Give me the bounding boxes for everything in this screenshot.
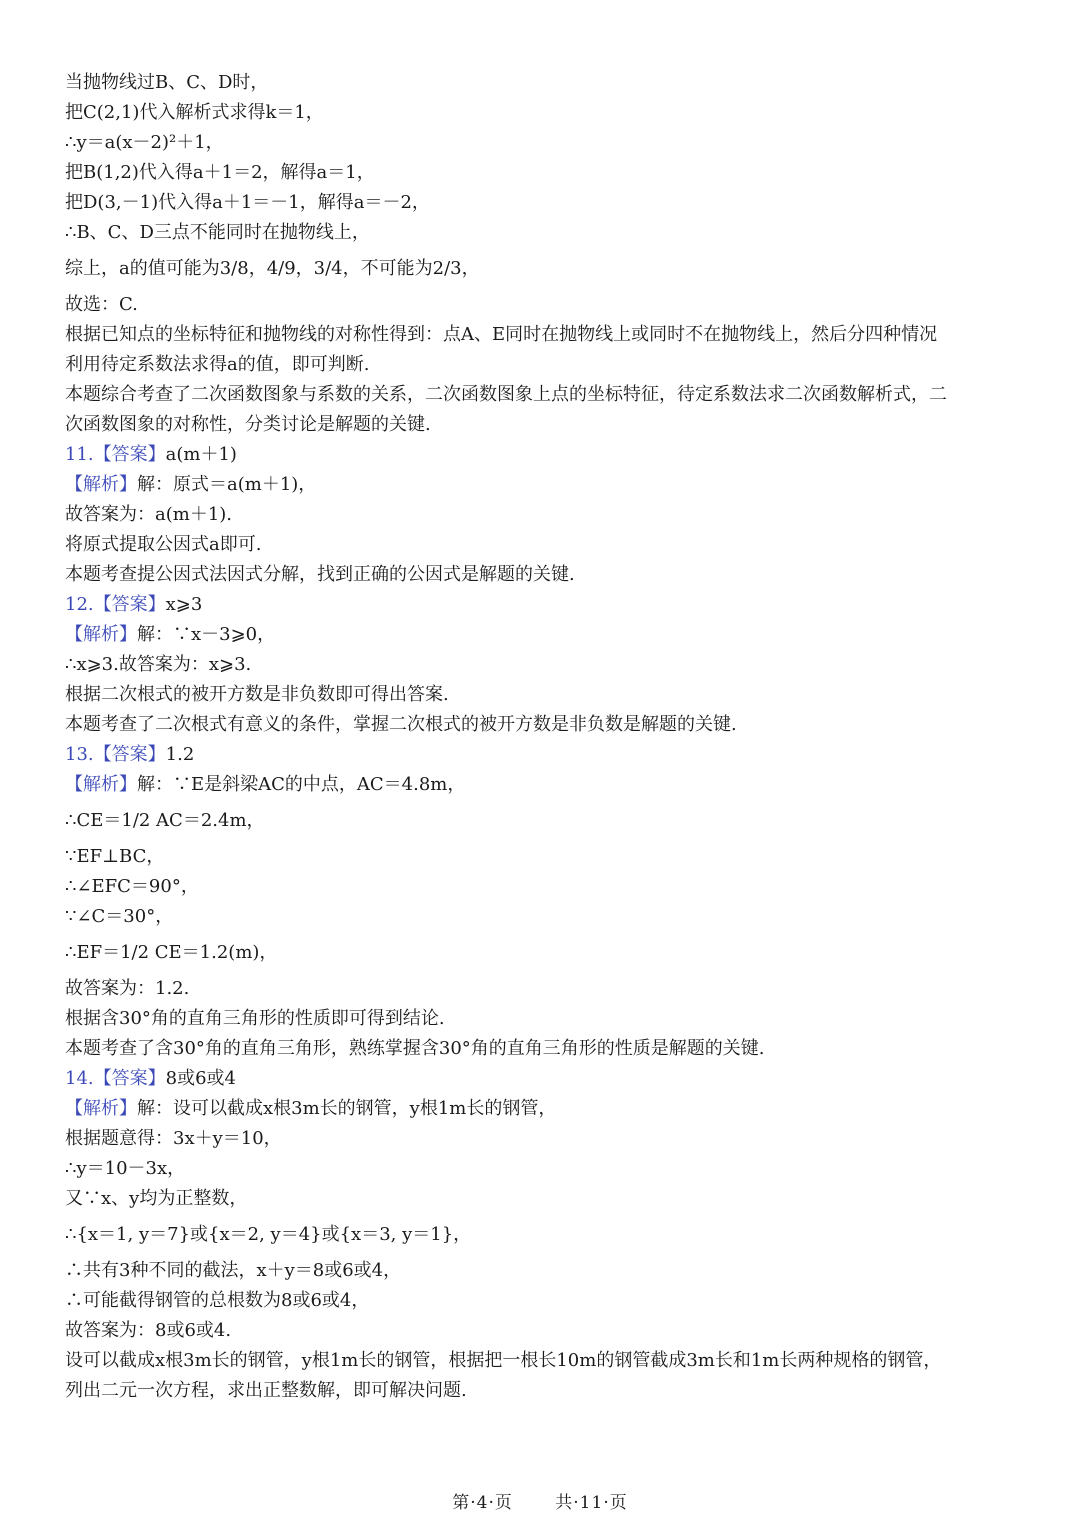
text-line <box>65 380 1025 410</box>
line-text: 根据题意得：3x＋y＝10， <box>65 1128 282 1149</box>
text-line <box>65 842 1025 872</box>
line-text: 根据已知点的坐标特征和抛物线的对称性得到：点A、E同时在抛物线上或同时不在抛物线上，然后分四种情况 <box>65 324 938 345</box>
text-line <box>65 290 1025 320</box>
line-text: 故选：C. <box>65 294 138 315</box>
text-line <box>65 1064 1025 1094</box>
line-text: 本题考查了含30°角的直角三角形，熟练掌握含30°角的直角三角形的性质是解题的关键. <box>65 1038 765 1059</box>
line-text: 将原式提取公因式a即可. <box>65 534 262 555</box>
line-text: 当抛物线过B、C、D时， <box>65 72 269 93</box>
answer-tag: 【解析】 <box>65 474 137 495</box>
text-line <box>65 410 1025 440</box>
text-line <box>65 158 1025 188</box>
text-line <box>65 620 1025 650</box>
text-line <box>65 98 1025 128</box>
text-line <box>65 680 1025 710</box>
text-line <box>65 470 1025 500</box>
line-text: 故答案为：a(m＋1). <box>65 504 233 525</box>
text-line <box>65 218 1025 248</box>
answer-tag: 13.【答案】 <box>65 744 166 765</box>
text-line <box>65 902 1025 932</box>
line-text: 设可以截成x根3m长的钢管，y根1m长的钢管，根据把一根长10m的钢管截成3m长和1m长两种规格的钢管， <box>65 1350 942 1371</box>
line-text: ∴EF＝1/2 CE＝1.2(m)， <box>65 942 278 963</box>
text-line <box>65 1034 1025 1064</box>
text-line <box>65 770 1025 800</box>
answer-tag: 【解析】 <box>65 774 137 795</box>
line-text: 根据含30°角的直角三角形的性质即可得到结论. <box>65 1008 445 1029</box>
text-line <box>65 650 1025 680</box>
text-line <box>65 1256 1025 1286</box>
text-line <box>65 248 1025 290</box>
line-text: 把C(2,1)代入解析式求得k＝1， <box>65 102 324 123</box>
text-line <box>65 320 1025 350</box>
line-text: 故答案为：8或6或4. <box>65 1320 232 1341</box>
answer-tag: 11.【答案】 <box>65 444 166 465</box>
line-text: 把B(1,2)代入得a＋1＝2，解得a＝1， <box>65 162 375 183</box>
page-total: 共·11·页 <box>555 1493 628 1513</box>
text-line <box>65 1376 1025 1406</box>
line-text: 解：设可以截成x根3m长的钢管，y根1m长的钢管， <box>137 1098 557 1119</box>
text-line <box>65 350 1025 380</box>
text-line <box>65 1316 1025 1346</box>
line-text: ∴y＝a(x－2)²＋1， <box>65 132 224 153</box>
text-line <box>65 128 1025 158</box>
document-body <box>65 68 1025 1406</box>
line-text: ∵∠C＝30°， <box>65 906 174 927</box>
line-text: ∴CE＝1/2 AC＝2.4m， <box>65 810 265 831</box>
line-text: ∴可能截得钢管的总根数为8或6或4， <box>65 1290 370 1311</box>
page-number: 第·4·页 <box>452 1493 513 1513</box>
line-text: a(m＋1) <box>165 444 237 465</box>
text-line <box>65 1154 1025 1184</box>
line-text: ∴{x＝1, y＝7}或{x＝2, y＝4}或{x＝3, y＝1}， <box>65 1224 472 1245</box>
line-text: 次函数图象的对称性，分类讨论是解题的关键. <box>65 414 431 435</box>
text-line <box>65 530 1025 560</box>
text-line <box>65 1004 1025 1034</box>
line-text: 8或6或4 <box>165 1068 236 1089</box>
answer-tag: 14.【答案】 <box>65 1068 166 1089</box>
answer-tag: 【解析】 <box>65 624 137 645</box>
text-line <box>65 188 1025 218</box>
line-text: 解：∵E是斜梁AC的中点，AC＝4.8m， <box>137 774 466 795</box>
line-text: 故答案为：1.2. <box>65 978 190 999</box>
text-line <box>65 590 1025 620</box>
page-footer <box>0 1488 1080 1513</box>
text-line <box>65 1346 1025 1376</box>
line-text: ∴y＝10－3x， <box>65 1158 186 1179</box>
line-text: 本题考查提公因式法因式分解，找到正确的公因式是解题的关键. <box>65 564 575 585</box>
line-text: 又∵x、y均为正整数， <box>65 1188 248 1209</box>
text-line <box>65 872 1025 902</box>
text-line <box>65 1124 1025 1154</box>
text-line <box>65 974 1025 1004</box>
line-text: 解：∵x－3⩾0， <box>137 624 276 645</box>
text-line <box>65 1184 1025 1214</box>
text-line <box>65 710 1025 740</box>
text-line <box>65 1286 1025 1316</box>
line-text: 本题考查了二次根式有意义的条件，掌握二次根式的被开方数是非负数是解题的关键. <box>65 714 737 735</box>
line-text: 列出二元一次方程，求出正整数解，即可解决问题. <box>65 1380 467 1401</box>
text-line <box>65 740 1025 770</box>
text-line <box>65 440 1025 470</box>
text-line <box>65 68 1025 98</box>
answer-tag: 【解析】 <box>65 1098 137 1119</box>
line-text: ∴∠EFC＝90°， <box>65 876 199 897</box>
line-text: x⩾3 <box>165 594 203 615</box>
text-line <box>65 1094 1025 1124</box>
line-text: 1.2 <box>165 744 195 765</box>
text-line <box>65 1214 1025 1256</box>
text-line <box>65 560 1025 590</box>
answer-tag: 12.【答案】 <box>65 594 166 615</box>
line-text: ∴B、C、D三点不能同时在抛物线上， <box>65 222 370 243</box>
line-text: 把D(3,－1)代入得a＋1＝－1，解得a＝－2， <box>65 192 430 213</box>
line-text: 根据二次根式的被开方数是非负数即可得出答案. <box>65 684 449 705</box>
text-line <box>65 932 1025 974</box>
text-line <box>65 500 1025 530</box>
line-text: 本题综合考查了二次函数图象与系数的关系，二次函数图象上点的坐标特征，待定系数法求二次函数解析式，二 <box>65 384 947 405</box>
line-text: ∴x⩾3.故答案为：x⩾3. <box>65 654 252 675</box>
line-text: 利用待定系数法求得a的值，即可判断. <box>65 354 370 375</box>
line-text: 解：原式＝a(m＋1)， <box>137 474 317 495</box>
line-text: ∵EF⊥BC， <box>65 846 165 867</box>
line-text: ∴共有3种不同的截法，x＋y＝8或6或4， <box>65 1260 402 1281</box>
text-line <box>65 800 1025 842</box>
line-text: 综上，a的值可能为3/8，4/9，3/4，不可能为2/3， <box>65 258 480 279</box>
